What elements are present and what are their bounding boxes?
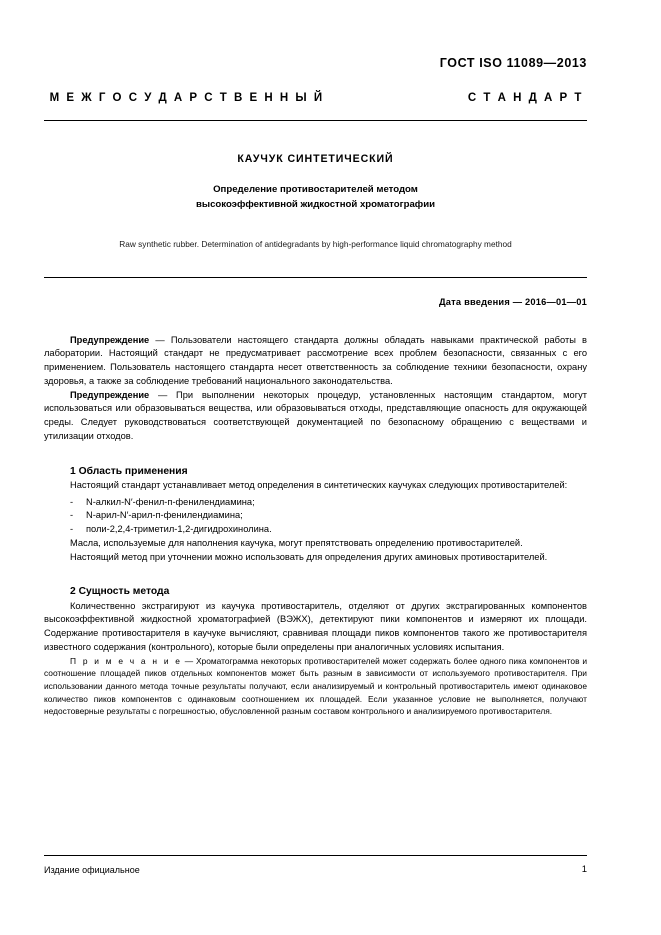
warning-label-2: Предупреждение	[70, 389, 150, 400]
section-1-paragraph-3: Настоящий метод при уточнении можно использовать для определения других аминовых противостарителей.	[70, 551, 548, 562]
document-subtitle-line2: высокоэффективной жидкостной хроматографии	[195, 198, 435, 210]
warning-label-1: Предупреждение	[70, 334, 150, 345]
official-edition-label: Издание официальное	[44, 865, 140, 875]
section-1-paragraph-2: Масла, используемые для наполнения каучука, могут препятствовать определению противостарителей.	[70, 537, 523, 548]
list-item	[44, 523, 587, 537]
section-1-paragraph-1: Настоящий стандарт устанавливает метод определения в синтетических каучуках следующих противостарителей:	[70, 479, 568, 490]
warning-text-1: — Пользователи настоящего стандарта должны обладать навыками практической работы в лаборатории. Настоящий стандарт не предусматривает рассмотрение всех проблем безопасности, связанных с его применением. Пользователь настоящего стандарта несет ответственность за соблюдение техники безопасности, охрану здоровья, а также за соблюдение требований национального законодательства.	[44, 334, 587, 386]
standard-number: ГОСТ ISO 11089—2013	[439, 56, 587, 70]
document-title-english: Raw synthetic rubber. Determination of antidegradants by high-performance liquid chromatography method	[119, 238, 512, 249]
interstate-standard-header	[44, 92, 587, 104]
list-dash: -	[70, 524, 74, 535]
effective-date: Дата введения — 2016—01—01	[438, 296, 587, 307]
list-dash: -	[70, 510, 74, 521]
footer-row	[44, 864, 587, 875]
list-item	[44, 509, 587, 523]
standard-word: С Т А Н Д А Р Т	[467, 92, 582, 104]
page-number: 1	[581, 864, 587, 875]
warning-paragraph-2	[44, 389, 587, 444]
header-divider	[44, 120, 587, 121]
body-text	[44, 334, 587, 718]
document-subtitle-line1: Определение противостарителей методом	[213, 184, 418, 195]
document-subtitle	[44, 183, 587, 213]
page-content	[44, 0, 587, 718]
section-2-note	[44, 655, 587, 718]
footer-divider	[44, 855, 587, 856]
warning-text-2: — При выполнении некоторых процедур, установленных настоящим стандартом, могут использоваться или образовываться вещества, или образовываться отходы, представляющие опасность для окружающей среды. Следует руководствоваться соответствующей документацией по безопасному обращению с веществами и утилизации отходов.	[44, 389, 587, 441]
section-heading-1: 1 Область применения	[70, 465, 188, 477]
title-block	[44, 153, 587, 249]
list-dash: -	[70, 496, 74, 507]
list-item-label: поли-2,2,4-триметил-1,2-дигидрохинолина.	[86, 524, 272, 535]
list-item-label: N-алкил-N′-фенил-п-фенилендиамина;	[86, 496, 255, 507]
list-item-label: N-арил-N′-арил-п-фенилендиамина;	[86, 510, 243, 521]
antidegradant-list	[44, 496, 587, 537]
section-heading-2: 2 Сущность метода	[70, 586, 170, 598]
document-title: КАУЧУК СИНТЕТИЧЕСКИЙ	[237, 153, 394, 165]
list-item	[44, 496, 587, 510]
note-text: — Хроматограмма некоторых противостарителей может содержать более одного пика компонентов и соотношение площадей пиков отдельных компонентов может быть разным в зависимости от используемого противостарителя. При использовании данного метода точные результаты получают, если анализируемый и контрольный противостаритель имеют одинаковое количество пиков компонентов с одинаковым соотношением их площадей. Если указанное условие не выполняется, получают недостоверные результаты с погрешностью, обусловленной разным составом контрольного и анализируемого противостарителя.	[44, 655, 587, 717]
page-footer	[44, 855, 587, 875]
note-label: П р и м е ч а н и е	[70, 655, 182, 666]
warning-paragraph-1	[44, 334, 587, 389]
section-2-paragraph-1: Количественно экстрагируют из каучука противостаритель, отделяют от других экстрагированных компонентов высокоэффективной жидкостной хроматографией (ВЭЖХ), детектируют пики компонентов и измеряют их площади. Содержание противостарителя в каучуке вычисляют, сравнивая площади пиков компонентов такого же противостарителя известного содержания (контрольного), которые были определены при аналогичных условиях испытания.	[44, 600, 587, 652]
interstate-word: М Е Ж Г О С У Д А Р С Т В Е Н Н Ы Й	[49, 92, 323, 104]
title-divider	[44, 277, 587, 278]
